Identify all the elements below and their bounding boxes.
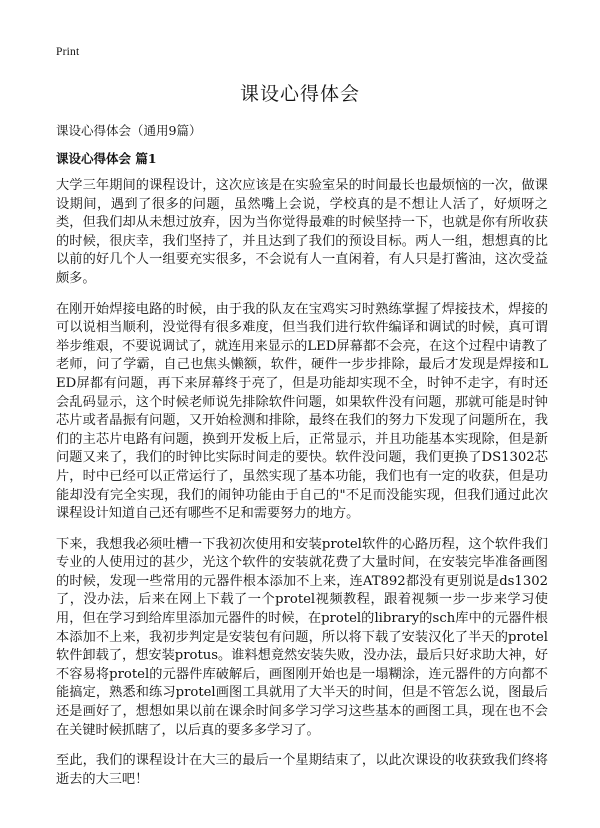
paragraph-2: 在刚开始焊接电路的时候，由于我的队友在宝鸡实习时熟练掌握了焊接技术，焊接的可以说相当顺利，没觉得有很多难度，但当我们进行软件编译和调试的时候，真可谓举步维艰，不要说调试了，就连用来显示的LED屏幕都不会亮，在这个过程中请教了老师，问了学霸，自己也焦头懒额，软件，硬件一步步排除，最后才发现是焊接和LED屏都有问题，再下来屏幕终于亮了，但是功能却实现不全，时钟不走字，有时还会乱码显示，这个时候老师说先排除软件问题，如果软件没有问题，那就可能是时钟芯片或者晶振有问题，又开始检测和排除，最终在我们的努力下发现了问题所在，我们的主芯片电路有问题，换到开发板上后，正常显示，并且功能基本实现除，但是新问题又来了，我们的时钟比实际时间走的要快。软件没问题，我们更换了DS1302芯片，时中已经可以正常运行了，虽然实现了基本功能，我们也有一定的收获，但是功能却没有完全实现，我们的闹钟功能由于自己的"不足而没能实现，但我们通过此次课程设计知道自己还有哪些不足和需要努力的地方。 (56, 301, 548, 522)
paragraph-3: 下来，我想我必须吐槽一下我初次使用和安装protel软件的心路历程，这个软件我们专业的人使用过的甚少，光这个软件的安装就花费了大量时间，在安装完毕准备画图的时候，发现一些常用的元器件根本添加不上来，连AT892都没有更别说是ds1302了，没办法，后来在网上下载了一个protel视频教程，跟着视频一步一步来学习使用，但在学习到给库里添加元器件的时候，在protel的library的sch库中的元器件根本添加不上来，我初步判定是安装包有问题，所以将下载了安装汉化了半天的protel软件卸载了，想安装protus。谁料想竟然安装失败，没办法，最后只好求助大神，好不容易将protel的元器件库破解后，画图刚开始也是一塌糊涂，连元器件的方向都不能搞定，熟悉和练习protel画图工具就用了大半天的时间，但是不管怎么说，图最后还是画好了，想想如果以前在课余时间多学习学习这些基本的画图工具，现在也不会在关键时候抓瞎了，以后真的要多多学习了。 (56, 536, 548, 738)
document-body (56, 177, 548, 801)
page-title: 课设心得体会 (239, 83, 360, 105)
paragraph-1: 大学三年期间的课程设计，这次应该是在实验室呆的时间最长也最烦恼的一次，做课设期间，遇到了很多的问题，虽然嘴上会说，学校真的是不想让人活了，好烦呀之类，但我们却从未想过放弃，因为当你觉得最难的时候坚持一下，也就是你有所收获的时候，很庆幸，我们坚持了，并且达到了我们的预设目标。两人一组，想想真的比以前的好几个人一组要充实很多，不会说有人一直闲着，有人只是打酱油，这次受益颇多。 (56, 178, 548, 286)
document-subtitle: 课设心得体会（通用9篇） (56, 123, 202, 138)
section-heading: 课设心得体会 篇1 (56, 151, 157, 166)
paragraph-4: 至此，我们的课程设计在大三的最后一个星期结束了，以此次课设的收获致我们终将逝去的大三吧！ (56, 753, 548, 787)
print-label: Print (56, 46, 80, 58)
